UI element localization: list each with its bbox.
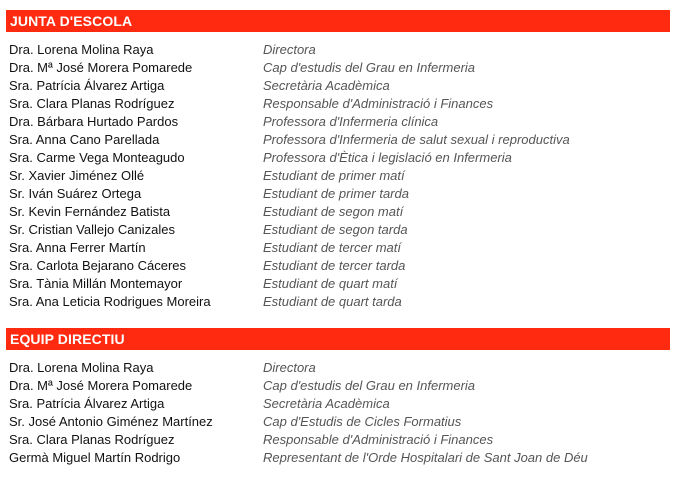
member-name: Sra. Patrícia Álvarez Artiga bbox=[9, 78, 165, 93]
member-row bbox=[6, 41, 670, 59]
member-name: Sra. Clara Planas Rodríguez bbox=[9, 96, 175, 111]
member-role: Professora d'Infermeria clínica bbox=[263, 114, 439, 129]
member-row bbox=[6, 395, 670, 413]
member-name: Dra. Lorena Molina Raya bbox=[9, 42, 154, 57]
member-name: Germà Miguel Martín Rodrigo bbox=[9, 450, 181, 465]
member-name: Dra. Mª José Morera Pomarede bbox=[9, 60, 193, 75]
member-name: Sra. Clara Planas Rodríguez bbox=[9, 432, 175, 447]
member-row bbox=[6, 113, 670, 131]
member-row bbox=[6, 431, 670, 449]
member-role: Responsable d'Administració i Finances bbox=[263, 432, 494, 447]
member-role: Cap d'estudis del Grau en Infermeria bbox=[263, 60, 476, 75]
junta-escola-header: JUNTA D'ESCOLA bbox=[6, 10, 670, 32]
member-role: Estudiant de tercer tarda bbox=[263, 258, 406, 273]
member-role: Estudiant de quart tarda bbox=[263, 294, 402, 309]
member-row bbox=[6, 449, 670, 467]
member-name: Dra. Lorena Molina Raya bbox=[9, 360, 154, 375]
member-row bbox=[6, 413, 670, 431]
member-row bbox=[6, 239, 670, 257]
member-row bbox=[6, 131, 670, 149]
member-role: Representant de l'Orde Hospitalari de Sant Joan de Déu bbox=[263, 450, 588, 465]
equip-directiu-header: EQUIP DIRECTIU bbox=[6, 328, 670, 350]
member-row bbox=[6, 149, 670, 167]
member-name: Sr. José Antonio Giménez Martínez bbox=[9, 414, 213, 429]
member-role: Estudiant de segon matí bbox=[263, 204, 404, 219]
member-name: Sra. Anna Ferrer Martín bbox=[9, 240, 146, 255]
member-role: Cap d'Estudis de Cicles Formatius bbox=[263, 414, 462, 429]
member-name: Sra. Anna Cano Parellada bbox=[9, 132, 160, 147]
member-row bbox=[6, 59, 670, 77]
member-role: Estudiant de quart matí bbox=[263, 276, 398, 291]
member-role: Professora d'Infermeria de salut sexual i reproductiva bbox=[263, 132, 570, 147]
member-row bbox=[6, 275, 670, 293]
member-name: Sr. Iván Suárez Ortega bbox=[9, 186, 142, 201]
member-row bbox=[6, 377, 670, 395]
member-role: Secretària Acadèmica bbox=[263, 78, 390, 93]
member-role: Estudiant de primer tarda bbox=[263, 186, 409, 201]
member-row bbox=[6, 77, 670, 95]
junta-escola-section bbox=[6, 10, 670, 311]
member-name: Sra. Tània Millán Montemayor bbox=[9, 276, 183, 291]
member-name: Dra. Mª José Morera Pomarede bbox=[9, 378, 193, 393]
member-role: Secretària Acadèmica bbox=[263, 396, 390, 411]
member-name: Sr. Kevin Fernández Batista bbox=[9, 204, 171, 219]
junta-escola-list bbox=[6, 41, 670, 311]
member-name: Sr. Cristian Vallejo Canizales bbox=[9, 222, 175, 237]
equip-directiu-section bbox=[6, 328, 670, 467]
member-row bbox=[6, 95, 670, 113]
member-row bbox=[6, 203, 670, 221]
member-name: Sra. Ana Leticia Rodrigues Moreira bbox=[9, 294, 211, 309]
member-row bbox=[6, 359, 670, 377]
member-name: Sra. Carme Vega Monteagudo bbox=[9, 150, 185, 165]
member-row bbox=[6, 293, 670, 311]
member-name: Dra. Bárbara Hurtado Pardos bbox=[9, 114, 179, 129]
member-role: Directora bbox=[263, 360, 316, 375]
member-row bbox=[6, 257, 670, 275]
member-role: Directora bbox=[263, 42, 316, 57]
equip-directiu-list bbox=[6, 359, 670, 467]
member-row bbox=[6, 167, 670, 185]
member-name: Sra. Patrícia Álvarez Artiga bbox=[9, 396, 165, 411]
member-name: Sr. Xavier Jiménez Ollé bbox=[9, 168, 145, 183]
member-name: Sra. Carlota Bejarano Cáceres bbox=[9, 258, 187, 273]
member-role: Estudiant de segon tarda bbox=[263, 222, 408, 237]
member-role: Estudiant de tercer matí bbox=[263, 240, 402, 255]
member-role: Estudiant de primer matí bbox=[263, 168, 405, 183]
member-row bbox=[6, 185, 670, 203]
member-role: Professora d'Ètica i legislació en Infermeria bbox=[263, 150, 512, 165]
member-row bbox=[6, 221, 670, 239]
member-role: Responsable d'Administració i Finances bbox=[263, 96, 494, 111]
member-role: Cap d'estudis del Grau en Infermeria bbox=[263, 378, 476, 393]
